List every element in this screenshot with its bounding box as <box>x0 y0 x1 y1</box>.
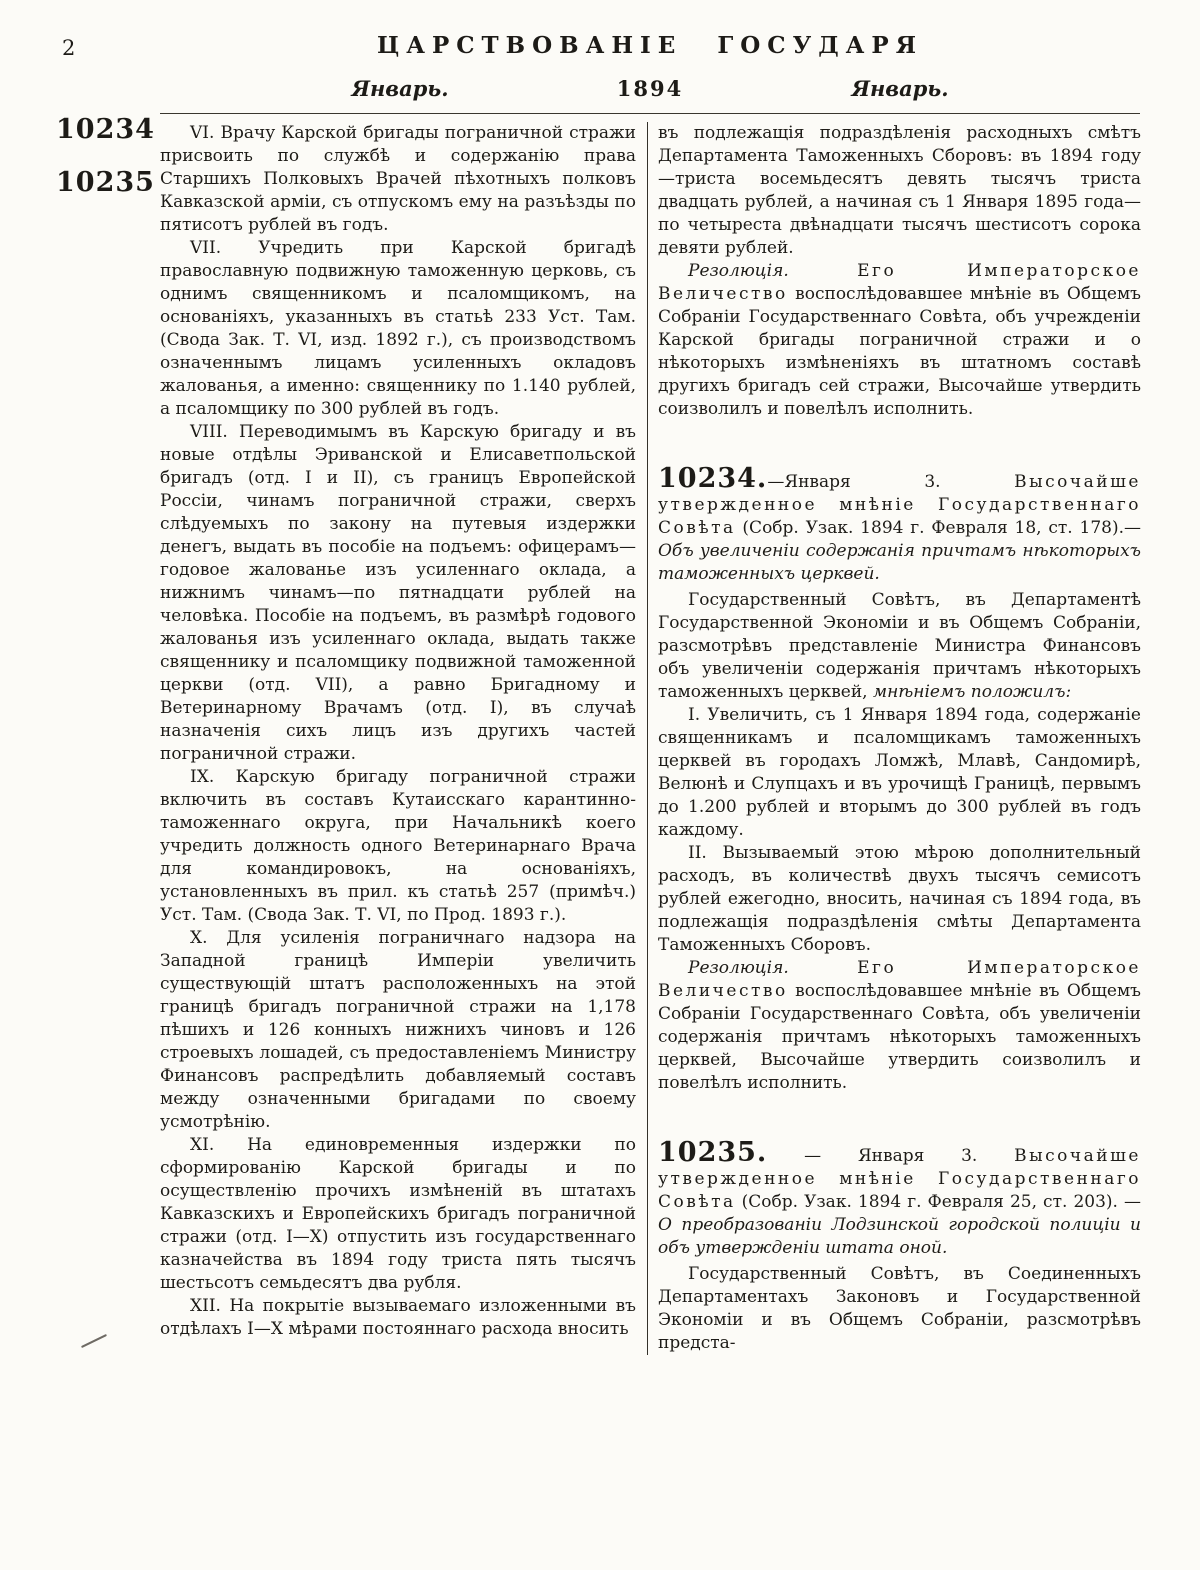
article-heading-10234 <box>658 465 1141 586</box>
text-segment <box>789 958 857 978</box>
margin-number-10235: 10235 <box>56 167 155 198</box>
scan-artifact-mark <box>81 1334 107 1348</box>
text-segment: Объ увеличеніи содержанія причтамъ нѣкоторыхъ таможенныхъ церквей. <box>658 541 1141 584</box>
text-segment: XI. На единовременныя издержки по сформированію Карской бригады и по осуществленію прочихъ измѣненій въ штатахъ Кавказскихъ и Европейскихъ бригадъ пограничной стражи (отд. I—X) отпустить изъ государственнаго казначейства въ 1894 году триста пять тысячъ шестьсотъ семьдесятъ два рубля. <box>160 1135 636 1293</box>
para-gossovet-1 <box>658 589 1141 704</box>
para-point-i <box>658 704 1141 842</box>
text-segment: Его Императорское Величество <box>658 958 1141 1001</box>
para-gossovet-2 <box>658 1263 1141 1355</box>
text-segment: I. Увеличить, съ 1 Января 1894 года, содержаніе священникамъ и псаломщикамъ таможенныхъ церквей въ городахъ Ломжѣ, Млавѣ, Сандомирѣ, Велюнѣ и Слупцахъ и въ урочищѣ Границѣ, первымъ до 1.200 рублей и вторымъ до 300 рублей въ годъ каждому. <box>658 705 1141 840</box>
header-rule <box>160 113 1140 114</box>
text-segment: Высочайше утвержденное мнѣніе Государственнаго Совѣта <box>658 1146 1141 1212</box>
text-segment: VI. Врачу Карской бригады пограничной стражи присвоить по службѣ и содержанію права Старшихъ Полковыхъ Врачей пѣхотныхъ полковъ Кавказской арміи, съ отпускомъ ему на разъѣзды по пятисотъ рублей въ годъ. <box>160 123 636 235</box>
text-segment: Его Императорское Величество <box>658 261 1141 304</box>
text-segment: мнѣніемъ положилъ: <box>872 682 1072 702</box>
running-head-month-right: Январь. <box>851 76 949 101</box>
para-continuation <box>658 122 1141 260</box>
para-resolution-1 <box>658 260 1141 421</box>
text-segment: О преобразованіи Лодзинской городской полиціи и объ утвержденіи штата оной. <box>658 1215 1141 1258</box>
para-x <box>160 927 636 1134</box>
right-column <box>658 122 1141 1355</box>
margin-number-10234: 10234 <box>56 114 155 145</box>
text-segment: Государственный Совѣтъ, въ Соединенныхъ Департаментахъ Законовъ и Государственной Экономіи и въ Общемъ Собраніи, разсмотрѣвъ предста- <box>658 1264 1141 1353</box>
text-segment: X. Для усиленія пограничнаго надзора на Западной границѣ Имперіи увеличить существующій штатъ расположенныхъ на этой границѣ бригадъ пограничной стражи на 1,178 пѣшихъ и 126 конныхъ нижнихъ чиновъ и 126 строевыхъ лошадей, съ предоставленіемъ Министру Финансовъ распредѣлить добавляемый составъ между означенными бригадами по своему усмотрѣнію. <box>160 928 636 1132</box>
para-xi <box>160 1134 636 1295</box>
text-segment: XII. На покрытіе вызываемаго изложенными въ отдѣлахъ I—X мѣрами постояннаго расхода вносить <box>160 1296 636 1339</box>
para-ix <box>160 766 636 927</box>
text-segment: Резолюція. <box>688 261 789 281</box>
text-segment: Государственный Совѣтъ, въ Департаментѣ Государственной Экономіи и въ Общемъ Собраніи, разсмотрѣвъ представленіе Министра Финансовъ объ увеличеніи содержанія причтамъ нѣкоторыхъ таможенныхъ церквей, <box>658 590 1141 702</box>
text-segment: Высочайше утвержденное мнѣніе Государственнаго Совѣта <box>658 472 1141 538</box>
article-heading-10235 <box>658 1139 1141 1260</box>
running-head-month-left: Январь. <box>351 76 449 101</box>
para-viii <box>160 421 636 766</box>
text-segment: воспослѣдовавшее мнѣніе въ Общемъ Собраніи Государственнаго Совѣта, объ увеличеніи содержанія причтамъ нѣкоторыхъ таможенныхъ церквей, Высочайше утвердить соизволилъ и повелѣлъ исполнить. <box>658 981 1141 1093</box>
left-column <box>160 122 636 1355</box>
para-resolution-2 <box>658 957 1141 1095</box>
para-point-ii <box>658 842 1141 957</box>
text-segment: IX. Карскую бригаду пограничной стражи включить въ составъ Кутаисскаго карантинно-таможеннаго округа, при Начальникѣ коего учредить должность одного Ветеринарнаго Врача для командировокъ, на основаніяхъ, установленныхъ въ прил. къ статьѣ 257 (примѣч.) Уст. Там. (Свода Зак. Т. VI, по Прод. 1893 г.). <box>160 767 636 925</box>
text-segment: — Января 3. <box>767 1146 1015 1166</box>
para-vi <box>160 122 636 237</box>
text-segment: II. Вызываемый этою мѣрою дополнительный расходъ, въ количествѣ двухъ тысячъ семисотъ рублей ежегодно, вносить, начиная съ 1894 года, въ подлежащія подраздѣленія смѣты Департамента Таможенныхъ Сборовъ. <box>658 843 1141 955</box>
text-segment: въ подлежащія подраздѣленія расходныхъ смѣтъ Департамента Таможенныхъ Сборовъ: въ 1894 году—триста восемьдесятъ девять тысячъ триста двадцать рублей, а начиная съ 1 Января 1895 года—по четыреста двѣнадцати тысячъ шестисотъ сорока девяти рублей. <box>658 123 1141 258</box>
text-segment: —Января 3. <box>767 472 1015 492</box>
text-segment: VII. Учредить при Карской бригадѣ православную подвижную таможенную церковь, съ однимъ священникомъ и псаломщикомъ, на основаніяхъ, указанныхъ въ статьѣ 233 Уст. Там. (Свода Зак. Т. VI, изд. 1892 г.), съ производствомъ означеннымъ лицамъ усиленныхъ окладовъ жалованья, а именно: священнику по 1.140 рублей, а псаломщику по 300 рублей въ годъ. <box>160 238 636 419</box>
running-head-title: ЦАРСТВОВАНІЕ ГОСУДАРЯ <box>377 32 923 59</box>
text-segment: воспослѣдовавшее мнѣніе въ Общемъ Собраніи Государственнаго Совѣта, объ учрежденіи Карской бригады пограничной стражи и о нѣкоторыхъ измѣненіяхъ въ штатномъ составѣ другихъ бригадъ сей стражи, Высочайше утвердить соизволилъ и повелѣлъ исполнить. <box>658 284 1141 419</box>
para-xii <box>160 1295 636 1341</box>
article-number-10234: 10234. <box>658 463 768 494</box>
text-columns <box>160 122 1142 1355</box>
page-number: 2 <box>62 36 76 60</box>
text-segment: (Собр. Узак. 1894 г. Февраля 25, ст. 203). — <box>735 1192 1141 1212</box>
margin-article-numbers <box>56 114 155 220</box>
column-divider-rule <box>647 122 648 1355</box>
running-head-year: 1894 <box>616 76 684 101</box>
text-segment: VIII. Переводимымъ въ Карскую бригаду и въ новые отдѣлы Эриванской и Елисаветпольской бригадъ (отд. I и II), съ границъ Европейской Россіи, чинамъ пограничной стражи, сверхъ слѣдуемыхъ по закону на путевыя издержки денегъ, выдать въ пособіе на подъемъ: офицерамъ—годовое жалованье изъ усиленнаго оклада, а нижнимъ чинамъ—по пятнадцати рублей на человѣка. Пособіе на подъемъ, въ размѣрѣ годового жалованья изъ усиленнаго оклада, выдать также священнику и псаломщику подвижной таможенной церкви (отд. VII), а равно Бригадному и Ветеринарному Врачамъ (отд. I), въ случаѣ назначенія сихъ лицъ изъ другихъ частей пограничной стражи. <box>160 422 636 764</box>
para-vii <box>160 237 636 421</box>
article-number-10235: 10235. <box>658 1137 768 1168</box>
text-segment: (Собр. Узак. 1894 г. Февраля 18, ст. 178).— <box>735 518 1141 538</box>
text-segment <box>789 261 857 281</box>
text-segment: Резолюція. <box>688 958 789 978</box>
